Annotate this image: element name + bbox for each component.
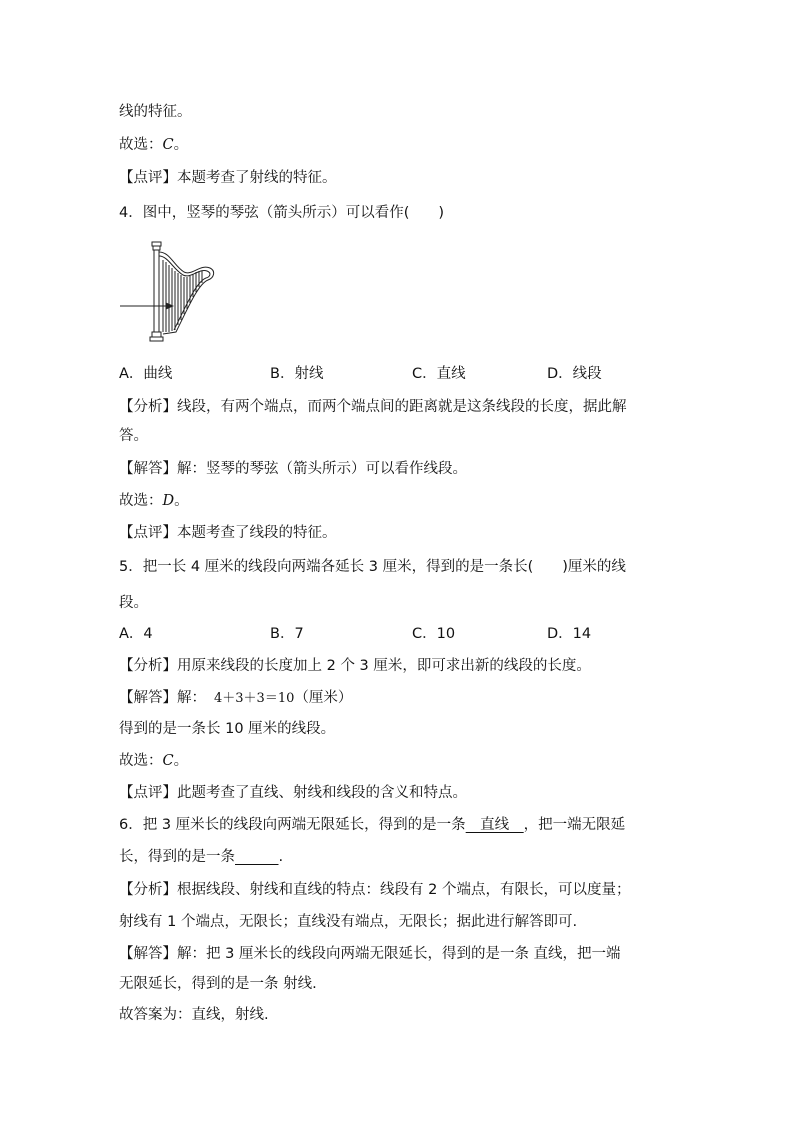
choose-prefix: 故选： [119, 137, 163, 153]
answer-line [119, 688, 352, 709]
option-a: A．4 [119, 626, 153, 642]
option-d: D．线段 [547, 366, 602, 382]
choose-answer: C [162, 753, 174, 769]
choose-line [119, 135, 188, 155]
choose-answer: C [162, 137, 174, 153]
question-6-text: 长，得到的是一条 [119, 849, 235, 865]
choose-answer: D [162, 493, 175, 509]
answer-line: 【解答】解：竖琴的琴弦（箭头所示）可以看作线段。 [119, 461, 467, 477]
question-6-text: 6．把 3 厘米长的线段向两端无限延长，得到的是一条 [119, 817, 466, 833]
choose-prefix: 故选： [119, 753, 163, 769]
result-line: 得到的是一条长 10 厘米的线段。 [119, 721, 336, 737]
question-6 [119, 815, 625, 835]
option-a: A．曲线 [119, 366, 173, 382]
choose-prefix: 故选： [119, 493, 163, 509]
question-6-text: ，把一端无限延 [523, 817, 626, 833]
question-6-cont [119, 847, 283, 867]
choose-suffix: 。 [173, 137, 189, 153]
answer-line: 无限延长，得到的是一条 射线. [119, 976, 317, 992]
comment-line: 【点评】此题考查了直线、射线和线段的含义和特点。 [119, 785, 467, 801]
choose-suffix: 。 [174, 493, 189, 509]
option-b: B．射线 [270, 366, 324, 382]
comment-line: 【点评】本题考查了射线的特征。 [119, 170, 337, 186]
choose-line [119, 751, 188, 771]
arrow-head-icon [166, 303, 174, 310]
question-6-text: . [278, 849, 284, 865]
question-5-cont: 段。 [119, 595, 148, 611]
option-b: B．7 [270, 626, 304, 642]
question-4: 4．图中，竖琴的琴弦（箭头所示）可以看作( ) [119, 205, 445, 221]
option-c: C．直线 [412, 366, 466, 382]
choose-line [119, 491, 189, 511]
final-answer: 故答案为：直线，射线. [119, 1007, 269, 1023]
fill-blank-1: 直线 [465, 817, 524, 833]
unit: （厘米） [294, 690, 353, 706]
analysis-line: 【分析】用原来线段的长度加上 2 个 3 厘米，即可求出新的线段的长度。 [119, 658, 591, 674]
formula: 4＋3＋3＝10 [214, 691, 295, 706]
comment-line: 【点评】本题考查了线段的特征。 [119, 525, 337, 541]
text-line: 线的特征。 [119, 104, 192, 120]
answer-line: 【解答】解：把 3 厘米长的线段向两端无限延长，得到的是一条 直线，把一端 [119, 946, 621, 962]
harp-figure [118, 238, 222, 348]
analysis-line: 【分析】线段，有两个端点，而两个端点间的距离就是这条线段的长度，据此解 [119, 399, 627, 415]
analysis-line: 答。 [119, 428, 148, 444]
answer-prefix: 【解答】解： [119, 690, 206, 706]
question-5: 5．把一长 4 厘米的线段向两端各延长 3 厘米，得到的是一条长( )厘米的线 [119, 559, 626, 575]
analysis-line: 【分析】根据线段、射线和直线的特点：线段有 2 个端点，有限长，可以度量； [119, 882, 631, 898]
fill-blank-2 [235, 849, 279, 865]
choose-suffix: 。 [173, 753, 189, 769]
option-c: C．10 [412, 626, 456, 642]
option-d: D．14 [547, 626, 592, 642]
analysis-line: 射线有 1 个端点，无限长；直线没有端点，无限长；据此进行解答即可. [119, 914, 578, 930]
